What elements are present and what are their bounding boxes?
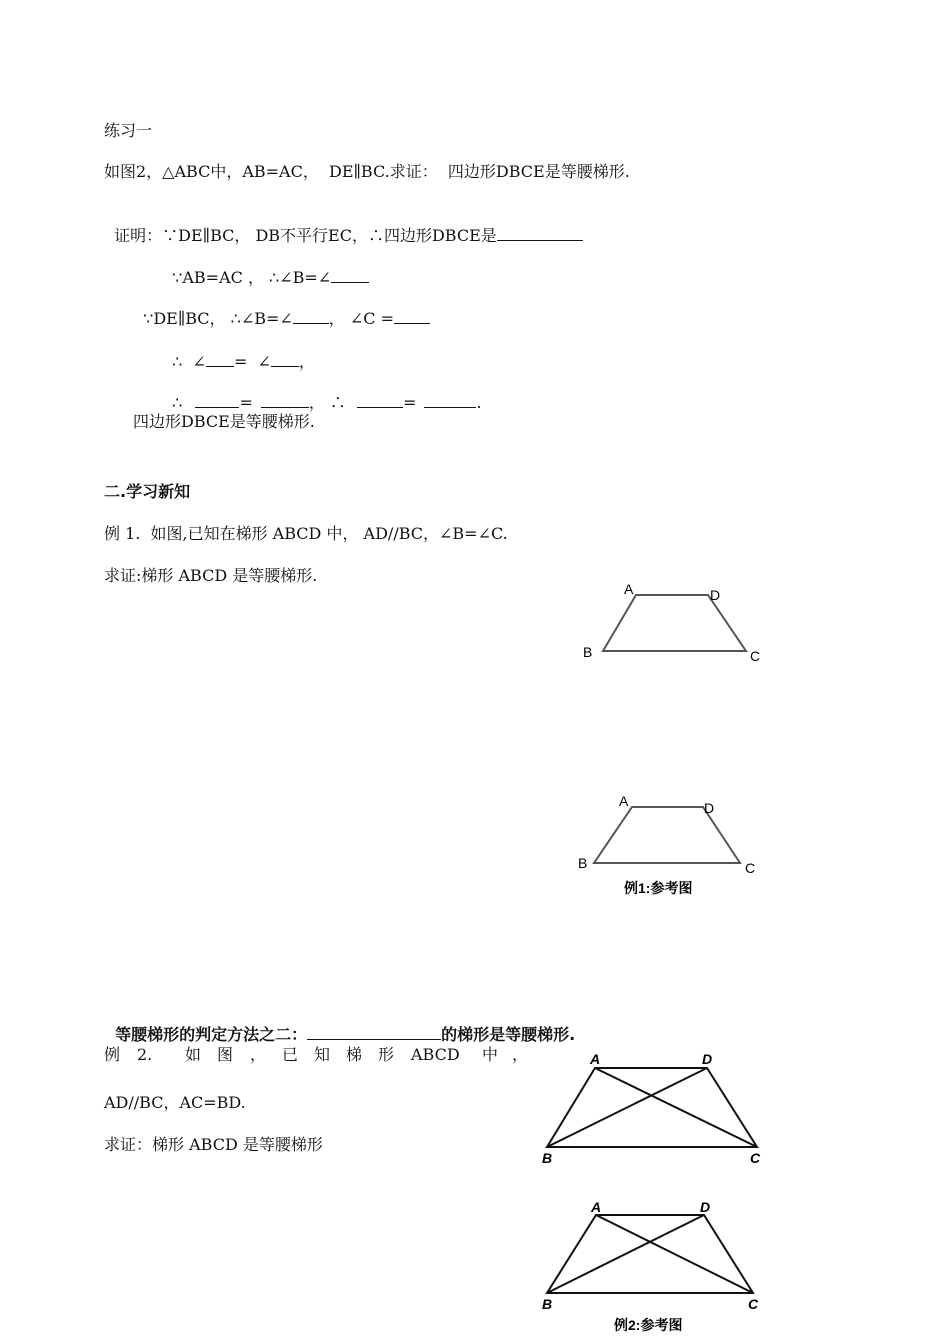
answer-blank[interactable] xyxy=(331,266,369,283)
label-D: D xyxy=(704,800,715,816)
ex2-word: 2. xyxy=(137,1045,153,1064)
label-B: B xyxy=(542,1150,553,1166)
answer-blank[interactable] xyxy=(497,224,583,241)
proof-text: ∵DE∥BC， ∴∠B=∠ xyxy=(143,309,293,328)
label-C: C xyxy=(748,1296,759,1312)
proof-line-4 xyxy=(162,330,315,372)
label-C: C xyxy=(745,860,756,876)
answer-blank[interactable] xyxy=(261,391,309,408)
proof-text: ， xyxy=(298,352,315,371)
answer-blank[interactable] xyxy=(394,307,430,324)
answer-blank[interactable] xyxy=(271,350,299,367)
answer-blank[interactable] xyxy=(357,391,403,408)
label-D: D xyxy=(700,1199,711,1215)
proof-text: = xyxy=(403,393,417,412)
ex2-word: 中 xyxy=(482,1045,499,1064)
trapezoid-figure-1-reference xyxy=(562,785,772,903)
proof-text: ， ∠C = xyxy=(328,309,395,328)
proof-line-5 xyxy=(162,371,482,413)
trapezoid-figure-1 xyxy=(562,572,772,682)
ex2-word: 形 xyxy=(378,1045,395,1064)
ex2-word: 图 xyxy=(217,1045,234,1064)
ex2-word: ， xyxy=(250,1045,267,1064)
answer-blank[interactable] xyxy=(424,391,476,408)
label-D: D xyxy=(710,587,721,603)
ex2-word: 例 xyxy=(104,1045,121,1064)
label-C: C xyxy=(750,1150,761,1166)
trapezoid-figure-2 xyxy=(530,1045,770,1170)
ex2-word: ABCD xyxy=(411,1045,460,1064)
proof-text: = ∠ xyxy=(233,352,271,371)
section-heading: 二.学习新知 xyxy=(104,482,191,501)
proof-conclusion: 四边形DBCE是等腰梯形. xyxy=(133,412,315,431)
ex2-word: 知 xyxy=(314,1045,331,1064)
answer-blank[interactable] xyxy=(307,1023,441,1040)
label-D: D xyxy=(702,1051,713,1067)
proof-line-2 xyxy=(162,246,369,288)
label-A: A xyxy=(619,793,629,809)
example2-prove: 求证：梯形 ABCD 是等腰梯形 xyxy=(104,1135,323,1154)
method-line xyxy=(104,1003,575,1045)
label-A: A xyxy=(591,1199,602,1215)
practice-problem: 如图2，△ABC中，AB=AC， DE∥BC.求证： 四边形DBCE是等腰梯形. xyxy=(104,162,630,181)
answer-blank[interactable] xyxy=(293,307,329,324)
ex2-word: 梯 xyxy=(346,1045,363,1064)
ex2-word: 已 xyxy=(282,1045,299,1064)
ex2-word: ， xyxy=(512,1045,529,1064)
figure-caption: 例1:参考图 xyxy=(624,880,693,896)
proof-text: ∴ ∠ xyxy=(172,352,206,371)
proof-text: . xyxy=(476,393,482,412)
answer-blank[interactable] xyxy=(195,391,239,408)
proof-text: 证明：∵DE∥BC， DB不平行EC，∴四边形DBCE是 xyxy=(114,226,497,245)
label-B: B xyxy=(578,855,588,871)
example1-statement: 例 1. 如图,已知在梯形 ABCD 中， AD//BC，∠B=∠C. xyxy=(104,524,508,543)
answer-blank[interactable] xyxy=(206,350,234,367)
label-A: A xyxy=(590,1051,601,1067)
label-A: A xyxy=(624,581,634,597)
example1-prove: 求证:梯形 ABCD 是等腰梯形. xyxy=(104,566,318,585)
label-B: B xyxy=(542,1296,553,1312)
proof-line-3 xyxy=(133,287,430,329)
method-text: 等腰梯形的判定方法之二： xyxy=(115,1025,308,1044)
label-C: C xyxy=(750,648,761,664)
label-B: B xyxy=(583,644,593,660)
proof-text: ∴ xyxy=(172,393,188,412)
method-text: 的梯形是等腰梯形. xyxy=(441,1025,576,1044)
practice-title: 练习一 xyxy=(104,121,153,140)
proof-line-1 xyxy=(104,204,583,246)
proof-text: ， ∴ xyxy=(308,393,352,412)
proof-text: = xyxy=(239,393,253,412)
ex2-word: 如 xyxy=(185,1045,202,1064)
trapezoid-figure-2-reference xyxy=(530,1192,770,1337)
proof-text: ∵AB=AC ， ∴∠B=∠ xyxy=(172,268,332,287)
example2-given: AD//BC，AC=BD. xyxy=(104,1093,246,1112)
figure-caption: 例2:参考图 xyxy=(614,1317,683,1333)
